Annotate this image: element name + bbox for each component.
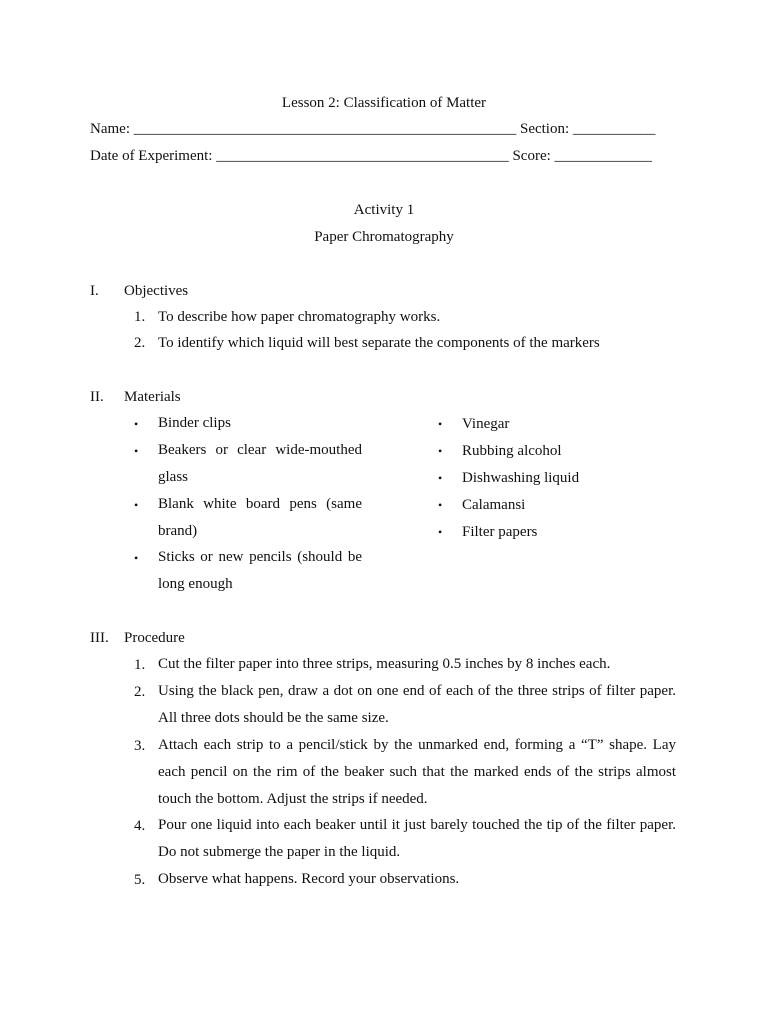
material-item: Calamansi — [462, 497, 526, 513]
objectives-heading: Objectives — [124, 283, 189, 299]
procedure-step: Observe what happens. Record your observations. — [158, 871, 460, 887]
procedure-numeral: III. — [90, 630, 109, 646]
objective-text: To identify which liquid will best separate the components of the markers — [158, 335, 600, 351]
bullet-icon: • — [438, 417, 443, 431]
step-number: 5. — [134, 872, 146, 888]
step-number: 2. — [134, 684, 146, 700]
objective-number: 1. — [134, 309, 146, 325]
objective-number: 2. — [134, 335, 146, 351]
material-item: Filter papers — [462, 524, 538, 540]
material-item: Binder clips — [158, 415, 231, 431]
procedure-step: Cut the filter paper into three strips, measuring 0.5 inches by 8 inches each. — [158, 656, 611, 672]
material-item: Blank white board pens (same brand) — [158, 496, 362, 539]
material-item: Rubbing alcohol — [462, 443, 562, 459]
objectives-numeral: I. — [90, 283, 99, 299]
date-score-line: Date of Experiment: _______________________________________ Score: _____________ — [90, 148, 653, 164]
bullet-icon: • — [438, 525, 443, 539]
name-section-line: Name: ___________________________________________________ Section: ___________ — [90, 121, 656, 137]
step-number: 3. — [134, 738, 146, 754]
activity-title: Paper Chromatography — [314, 229, 454, 245]
bullet-icon: • — [438, 471, 443, 485]
material-item: Vinegar — [462, 416, 510, 432]
step-number: 4. — [134, 818, 146, 834]
procedure-step: Using the black pen, draw a dot on one end of each of the three strips of filter paper. All three dots should be the same size. — [158, 683, 676, 726]
material-item: Sticks or new pencils (should be long enough — [158, 549, 362, 592]
bullet-icon: • — [438, 498, 443, 512]
step-number: 1. — [134, 657, 146, 673]
materials-numeral: II. — [90, 389, 104, 405]
material-item: Beakers or clear wide-mouthed glass — [158, 442, 362, 485]
bullet-icon: • — [134, 444, 139, 458]
bullet-icon: • — [134, 498, 139, 512]
activity-label: Activity 1 — [353, 202, 415, 218]
bullet-icon: • — [134, 417, 139, 431]
material-item: Dishwashing liquid — [462, 470, 580, 486]
objective-text: To describe how paper chromatography works. — [158, 309, 441, 325]
procedure-heading: Procedure — [124, 630, 185, 646]
procedure-step: Attach each strip to a pencil/stick by the unmarked end, forming a “T” shape. Lay each pencil on the rim of the beaker such that the marked ends of the strips almost touch the bottom. Adjust the strips if needed. — [158, 737, 676, 807]
procedure-step: Pour one liquid into each beaker until it just barely touched the tip of the filter paper. Do not submerge the paper in the liquid. — [158, 817, 676, 860]
lesson-title: Lesson 2: Classification of Matter — [281, 95, 487, 111]
bullet-icon: • — [134, 551, 139, 565]
bullet-icon: • — [438, 444, 443, 458]
materials-heading: Materials — [124, 389, 181, 405]
